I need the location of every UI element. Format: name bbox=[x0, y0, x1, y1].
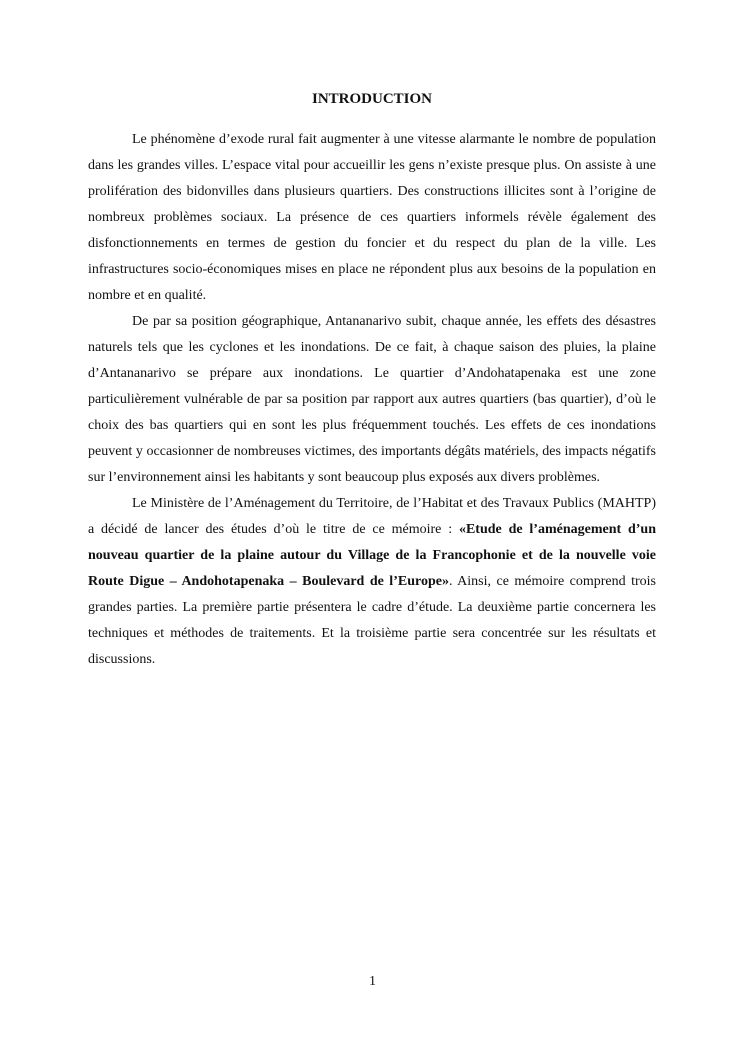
paragraph-3 bbox=[88, 491, 656, 673]
paragraph-3-intro: Le Ministère de l’Aménagement du Territoire, de l’Habitat et des Travaux Publics (MAHTP) a décidé de lancer des études d’où le titre de ce mémoire : bbox=[88, 496, 656, 537]
paragraph-3-outro: . Ainsi, ce mémoire comprend trois grandes parties. La première partie présentera le cadre d’étude. La deuxième partie concernera les techniques et méthodes de traitements. Et la troisième partie sera concentrée sur les résultats et discussions. bbox=[88, 574, 656, 667]
page-title: INTRODUCTION bbox=[311, 91, 432, 107]
page-number: 1 bbox=[369, 974, 376, 989]
paragraph-1: Le phénomène d’exode rural fait augmenter à une vitesse alarmante le nombre de population dans les grandes villes. L’espace vital pour accueillir les gens n’existe presque plus. On assiste à une prolifération des bidonvilles dans plusieurs quartiers. Des constructions illicites sont à l’origine de nombreux problèmes sociaux. La présence de ces quartiers informels révèle également des disfonctionnements en termes de gestion du foncier et du respect du plan de la ville. Les infrastructures socio-économiques mises en place ne répondent plus aux besoins de la population en nombre et en qualité. bbox=[88, 132, 656, 303]
body-text bbox=[88, 127, 656, 673]
paragraph-2: De par sa position géographique, Antananarivo subit, chaque année, les effets des désastres naturels tels que les cyclones et les inondations. De ce fait, à chaque saison des pluies, la plaine d’Antananarivo se prépare aux inondations. Le quartier d’Andohatapenaka est une zone particulièrement vulnérable de par sa position par rapport aux autres quartiers (bas quartier), d’où le choix des bas quartiers qui en sont les plus fréquemment touchés. Les effets de ces inondations peuvent y occasionner de nombreuses victimes, des importants dégâts matériels, des impacts négatifs sur l’environnement ainsi les habitants y sont beaucoup plus exposés aux divers problèmes. bbox=[88, 314, 656, 485]
thesis-title: «Etude de l’aménagement d’un nouveau quartier de la plaine autour du Village de la Francophonie et de la nouvelle voie Route Digue – Andohotapenaka – Boulevard de l’Europe» bbox=[88, 522, 656, 589]
